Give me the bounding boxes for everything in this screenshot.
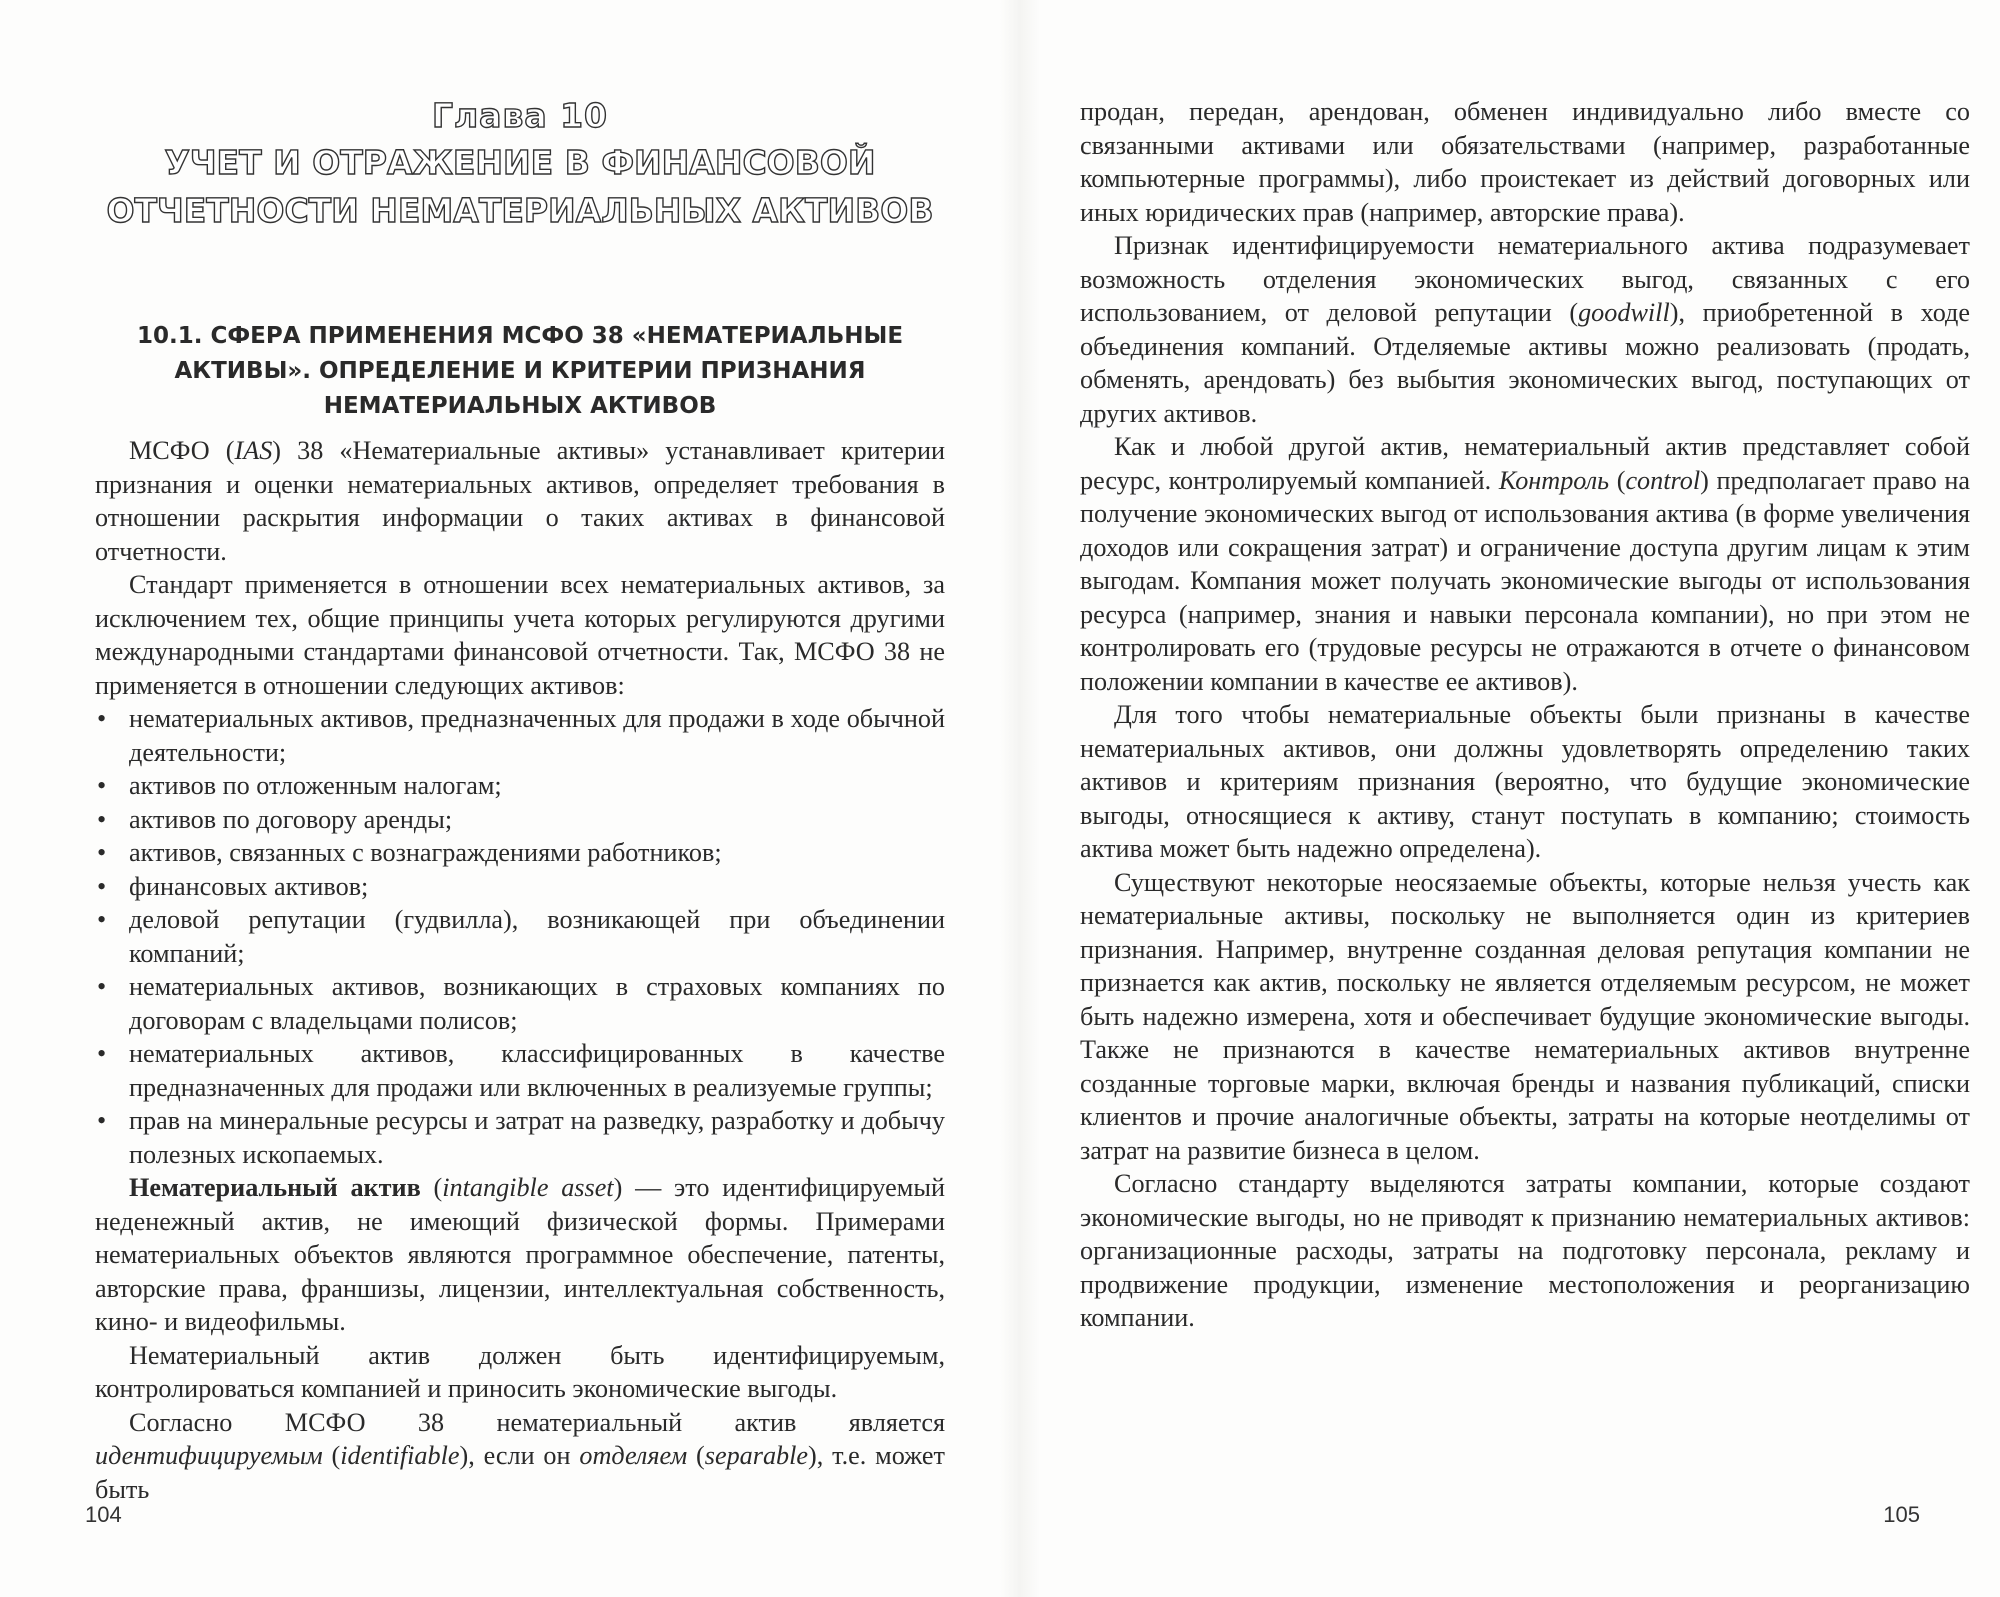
list-item (95, 769, 945, 803)
bullet-icon: • (97, 771, 107, 800)
bullet-icon: • (97, 704, 107, 733)
paragraph: Согласно стандарту выделяются затраты компании, которые создают экономические выгоды, но не приводят к признанию нематериальных активов: организационные расходы, затраты на подготовку персонала, рекламу и продвижение продукции, изменение местоположения и реорганизацию компании. (1080, 1169, 1970, 1332)
text-run-italic: отделяем (579, 1441, 688, 1470)
list-item (95, 702, 945, 769)
list-item-text: нематериальных активов, предназначенных для продажи в ходе обычной деятельности; (129, 704, 945, 767)
text-run-italic: Контроль (1498, 465, 1610, 495)
list-item (95, 1104, 945, 1171)
chapter-title (95, 139, 945, 235)
paragraph: Нематериальный актив должен быть идентифицируемым, контролироваться компанией и приносить экономические выгоды. (95, 1340, 945, 1403)
paragraph: продан, передан, арендован, обменен индивидуально либо вместе со связанными активами или обязательствами (например, разработанные компьютерные программы), либо проистекает из действий договорных или иных юридических прав (например, авторские права). (1080, 97, 1970, 227)
text-run: ), т.е. может быть (95, 1441, 945, 1504)
list-item-text: активов, связанных с вознаграждениями работников; (129, 838, 722, 867)
text-run-italic: identifiable (340, 1441, 460, 1470)
section-title: 10.1. СФЕРА ПРИМЕНЕНИЯ МСФО 38 «НЕМАТЕРИАЛЬНЫЕ АКТИВЫ». ОПРЕДЕЛЕНИЕ И КРИТЕРИИ ПРИЗНАНИЯ НЕМАТЕРИАЛЬНЫХ АКТИВОВ (136, 323, 904, 419)
bullet-icon: • (97, 972, 107, 1001)
list-item (95, 970, 945, 1037)
right-page (1040, 0, 2000, 1597)
text-run: ) — это идентифицируемый неденежный актив, не имеющий физической формы. Примерами нематериальных объектов являются программное обеспечение, патенты, авторские права, франшизы, лицензии, интеллектуальная собственность, кино- и видеофильмы. (95, 1173, 945, 1336)
list-item (95, 1037, 945, 1104)
text-run: МСФО ( (129, 436, 235, 465)
paragraph (1080, 229, 1970, 430)
exclusions-list (95, 702, 945, 1171)
book-gutter (1000, 0, 1040, 1597)
chapter-title-line2: ОТЧЕТНОСТИ НЕМАТЕРИАЛЬНЫХ АКТИВОВ (106, 191, 934, 230)
list-item (95, 836, 945, 870)
paragraph: Для того чтобы нематериальные объекты были признаны в качестве нематериальных активов, они должны удовлетворять определению таких активов и критериям признания (вероятно, что будущие экономические выгоды, относящиеся к активу, станут поступать в компанию; стоимость актива может быть надежно определена). (1080, 700, 1970, 863)
paragraph (1080, 430, 1970, 698)
page-number-left: 104 (85, 1502, 122, 1527)
bullet-icon: • (97, 804, 107, 834)
paragraph (95, 1406, 945, 1507)
bullet-icon: • (97, 905, 107, 934)
text-run: Признак идентифицируемости нематериального актива подразумевает возможность отделения экономических выгод, связанных с его использованием, от деловой репутации ( (1080, 231, 1970, 327)
text-run: ( (1609, 465, 1626, 495)
list-item-text: активов по отложенным налогам; (129, 771, 502, 800)
list-item (95, 903, 945, 970)
chapter-title-line1: УЧЕТ И ОТРАЖЕНИЕ В ФИНАНСОВОЙ (164, 143, 876, 182)
defined-term: Нематериальный актив (129, 1173, 421, 1202)
right-body-text (1080, 95, 1970, 1335)
page-number-right: 105 (1883, 1502, 1920, 1527)
text-run-italic: intangible asset (442, 1173, 614, 1202)
text-run-italic: separable (704, 1441, 809, 1470)
list-item-text: финансовых активов; (129, 871, 369, 901)
text-run-italic: control (1625, 465, 1701, 495)
text-run: Согласно МСФО 38 нематериальный актив является (129, 1407, 945, 1437)
bullet-icon: • (97, 1039, 107, 1068)
bullet-icon: • (97, 1106, 107, 1135)
list-item-text: нематериальных активов, классифицированных в качестве предназначенных для продажи или включенных в реализуемые группы; (129, 1039, 945, 1102)
text-run: ( (420, 1173, 443, 1202)
text-run-italic: идентифицируемым (95, 1441, 323, 1470)
bullet-icon: • (97, 871, 107, 901)
text-run: ), если он (459, 1441, 580, 1470)
bullet-icon: • (97, 838, 107, 867)
paragraph: Существуют некоторые неосязаемые объекты, которые нельзя учесть как нематериальные активы, поскольку не выполняется один из критериев признания. Например, внутренне созданная деловая репутация компании не признается как актив, поскольку не является отделяемым ресурсом, не может быть надежно измерена, хотя и обеспечивает будущие экономические выгоды. Также не признаются в качестве нематериальных активов внутренне созданные торговые марки, включая бренды и названия публикаций, списки клиентов и прочие аналогичные объекты, затраты на которые неотделимы от затрат на развитие бизнеса в целом. (1080, 867, 1970, 1165)
list-item (95, 803, 945, 837)
list-item-text: активов по договору аренды; (129, 804, 453, 834)
right-page-content (1080, 95, 1970, 1335)
chapter-number: Глава 10 (431, 96, 609, 135)
text-run: Как и любой другой актив, нематериальный актив представляет собой ресурс, контролируемый компанией. (1080, 432, 1970, 495)
list-item-text: деловой репутации (гудвилла), возникающей при объединении компаний; (129, 905, 945, 968)
text-run: ) 38 «Нематериальные активы» устанавливает критерии признания и оценки нематериальных активов, определяет требования в отношении раскрытия информации о таких активах в финансовой отчетности. (95, 436, 945, 566)
text-run: ) предполагает право на получение экономических выгод от использования актива (в форме увеличения доходов или сокращения затрат) и ограничение доступа другим лицам к этим выгодам. Компания может получать экономические выгоды от использования ресурса (например, знания и навыки персонала компании), но при этом не контролировать его (трудовые ресурсы не отражаются в отчете о финансовом положении компании в качестве ее активов). (1080, 465, 1970, 696)
left-body-text (95, 434, 945, 1506)
paragraph: Стандарт применяется в отношении всех нематериальных активов, за исключением тех, общие принципы учета которых регулируются другими международными стандартами финансовой отчетности. Так, МСФО 38 не применяется в отношении следующих активов: (95, 570, 945, 700)
text-run-italic: goodwill (1578, 298, 1670, 327)
paragraph (95, 1171, 945, 1339)
list-item-text: нематериальных активов, возникающих в страховых компаниях по договорам с владельцами полисов; (129, 972, 945, 1035)
text-run: ( (322, 1441, 341, 1470)
paragraph (95, 434, 945, 568)
list-item-text: прав на минеральные ресурсы и затрат на разведку, разработку и добычу полезных ископаемых. (129, 1106, 945, 1169)
text-run-italic: IAS (234, 436, 273, 465)
text-run: ), приобретенной в ходе объединения компаний. Отделяемые активы можно реализовать (продать, обменять, арендовать) без выбытия экономических выгод, поступающих от других активов. (1080, 298, 1970, 428)
text-run: ( (687, 1441, 705, 1470)
left-page-content (95, 95, 945, 1506)
list-item (95, 870, 945, 904)
